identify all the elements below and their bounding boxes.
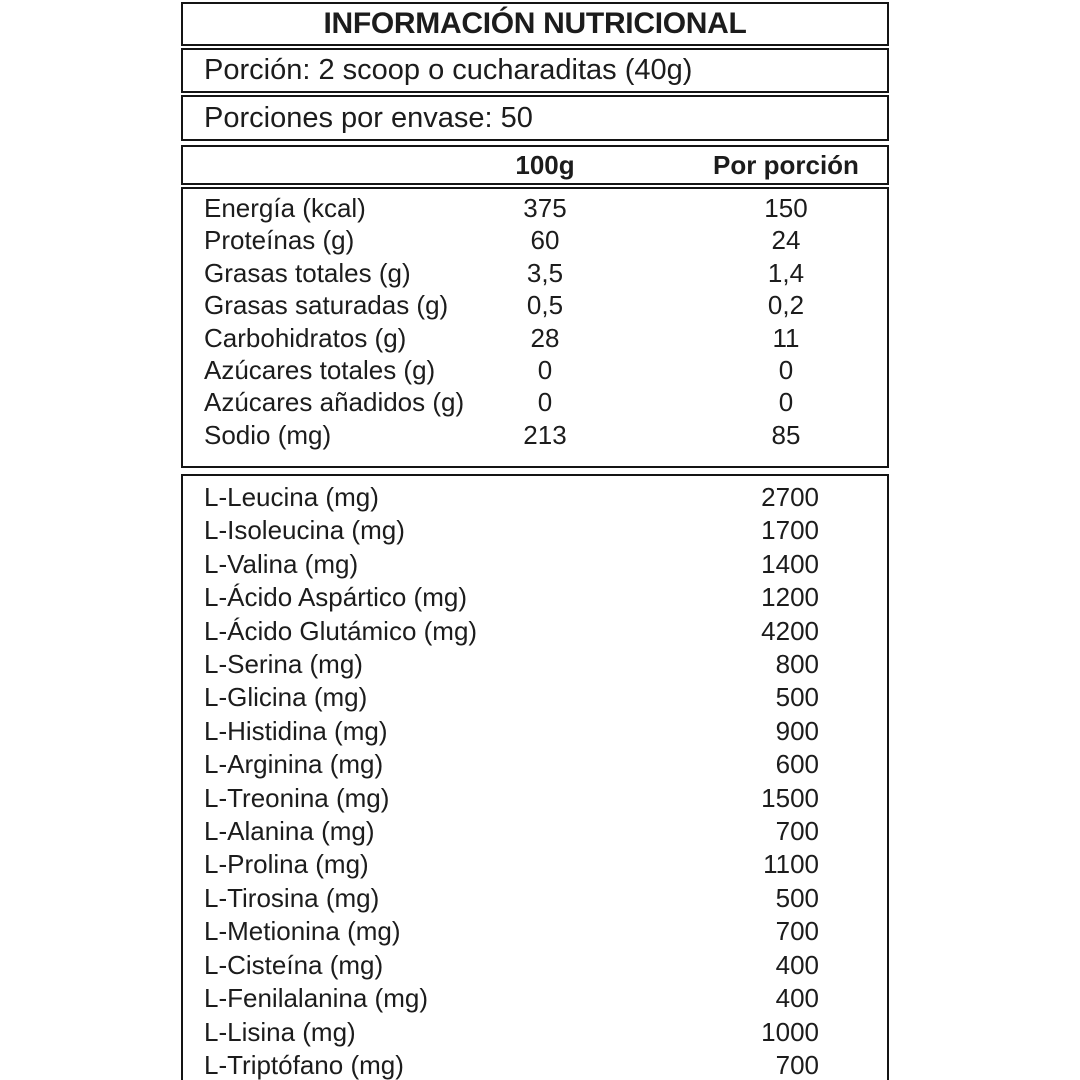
amino-label: L-Cisteína (mg) — [204, 949, 384, 980]
nutrition-label — [181, 2, 889, 1080]
amino-label: L-Prolina (mg) — [204, 849, 369, 880]
amino-label: L-Treonina (mg) — [204, 782, 390, 813]
amino-value-portion: 400 — [775, 983, 819, 1014]
amino-value-portion: 900 — [775, 715, 819, 746]
amino-label: L-Fenilalanina (mg) — [204, 983, 428, 1014]
amino-label: L-Valina (mg) — [204, 548, 359, 579]
nutrient-value-100g: 60 — [530, 225, 560, 256]
nutrient-value-100g: 375 — [523, 193, 567, 223]
amino-label: L-Tirosina (mg) — [204, 882, 380, 913]
amino-row — [183, 648, 887, 681]
amino-value-portion: 1100 — [763, 849, 819, 880]
amino-label: L-Histidina (mg) — [204, 715, 388, 746]
amino-label: L-Alanina (mg) — [204, 816, 375, 847]
amino-label: L-Metionina (mg) — [204, 916, 401, 947]
amino-row — [183, 681, 887, 714]
amino-row — [183, 882, 887, 915]
column-header-row — [181, 145, 889, 185]
nutrient-value-portion: 1,4 — [767, 257, 805, 288]
col-header-portion: Por porción — [713, 149, 859, 180]
amino-value-portion: 1200 — [761, 582, 819, 613]
amino-label: L-Serina (mg) — [204, 649, 363, 680]
nutrient-row — [183, 257, 887, 289]
amino-row — [183, 915, 887, 948]
nutrient-label: Sodio (mg) — [204, 419, 332, 450]
label-title: INFORMACIÓN NUTRICIONAL — [181, 2, 889, 46]
nutrient-value-100g: 0 — [537, 355, 553, 386]
nutrient-value-portion: 11 — [772, 322, 800, 353]
amino-label: L-Triptófano (mg) — [204, 1049, 404, 1080]
nutrient-row — [183, 192, 887, 224]
nutrients-table — [181, 187, 889, 468]
amino-label: L-Lisina (mg) — [204, 1016, 356, 1047]
amino-row — [183, 949, 887, 982]
amino-label: L-Leucina (mg) — [204, 482, 379, 512]
nutrient-row — [183, 386, 887, 418]
amino-row — [183, 982, 887, 1015]
nutrient-value-100g: 3,5 — [526, 257, 564, 288]
amino-value-portion: 1700 — [761, 515, 819, 546]
amino-value-portion: 700 — [775, 816, 819, 847]
nutrient-value-100g: 28 — [530, 322, 560, 353]
nutrient-label: Energía (kcal) — [204, 193, 366, 223]
amino-row — [183, 748, 887, 781]
nutrient-label: Proteínas (g) — [204, 225, 355, 256]
nutrient-value-100g: 213 — [523, 419, 567, 450]
nutrient-value-portion: 85 — [771, 419, 801, 450]
amino-label: L-Arginina (mg) — [204, 749, 384, 780]
amino-row — [183, 815, 887, 848]
amino-acids-table — [181, 474, 889, 1080]
col-header-100g: 100g — [515, 149, 575, 180]
nutrient-value-portion: 150 — [764, 193, 808, 223]
amino-value-portion: 700 — [775, 1049, 819, 1080]
nutrient-label: Azúcares añadidos (g) — [204, 387, 465, 418]
amino-row — [183, 1016, 887, 1049]
amino-value-portion: 600 — [775, 749, 819, 780]
amino-value-portion: 2700 — [761, 482, 819, 512]
amino-value-portion: 400 — [775, 949, 819, 980]
amino-label: L-Glicina (mg) — [204, 682, 368, 713]
nutrient-label: Carbohidratos (g) — [204, 322, 407, 353]
amino-row — [183, 548, 887, 581]
serving-size-row: Porción: 2 scoop o cucharaditas (40g) — [181, 48, 889, 93]
amino-label: L-Ácido Glutámico (mg) — [204, 615, 478, 646]
amino-row — [183, 581, 887, 614]
amino-value-portion: 700 — [775, 916, 819, 947]
amino-label: L-Isoleucina (mg) — [204, 515, 405, 546]
amino-value-portion: 500 — [775, 882, 819, 913]
amino-value-portion: 800 — [775, 649, 819, 680]
nutrient-value-portion: 24 — [771, 225, 801, 256]
amino-row — [183, 782, 887, 815]
nutrient-row — [183, 322, 887, 354]
amino-row — [183, 1049, 887, 1080]
amino-value-portion: 1000 — [761, 1016, 819, 1047]
amino-value-portion: 500 — [775, 682, 819, 713]
nutrient-row — [183, 419, 887, 451]
amino-label: L-Ácido Aspártico (mg) — [204, 582, 467, 613]
amino-value-portion: 1400 — [761, 548, 819, 579]
nutrient-row — [183, 354, 887, 386]
amino-row — [183, 514, 887, 547]
nutrient-value-portion: 0 — [778, 387, 794, 418]
nutrient-label: Grasas totales (g) — [204, 257, 411, 288]
amino-value-portion: 4200 — [761, 615, 819, 646]
servings-per-container-row: Porciones por envase: 50 — [181, 95, 889, 141]
amino-row — [183, 481, 887, 514]
nutrient-label: Azúcares totales (g) — [204, 355, 436, 386]
nutrient-value-100g: 0 — [537, 387, 553, 418]
amino-value-portion: 1500 — [761, 782, 819, 813]
nutrient-value-portion: 0,2 — [767, 290, 805, 321]
nutrient-label: Grasas saturadas (g) — [204, 290, 449, 321]
amino-row — [183, 615, 887, 648]
nutrient-value-portion: 0 — [778, 355, 794, 386]
amino-row — [183, 715, 887, 748]
amino-row — [183, 848, 887, 881]
nutrient-row — [183, 224, 887, 256]
nutrient-value-100g: 0,5 — [526, 290, 564, 321]
nutrient-row — [183, 289, 887, 321]
